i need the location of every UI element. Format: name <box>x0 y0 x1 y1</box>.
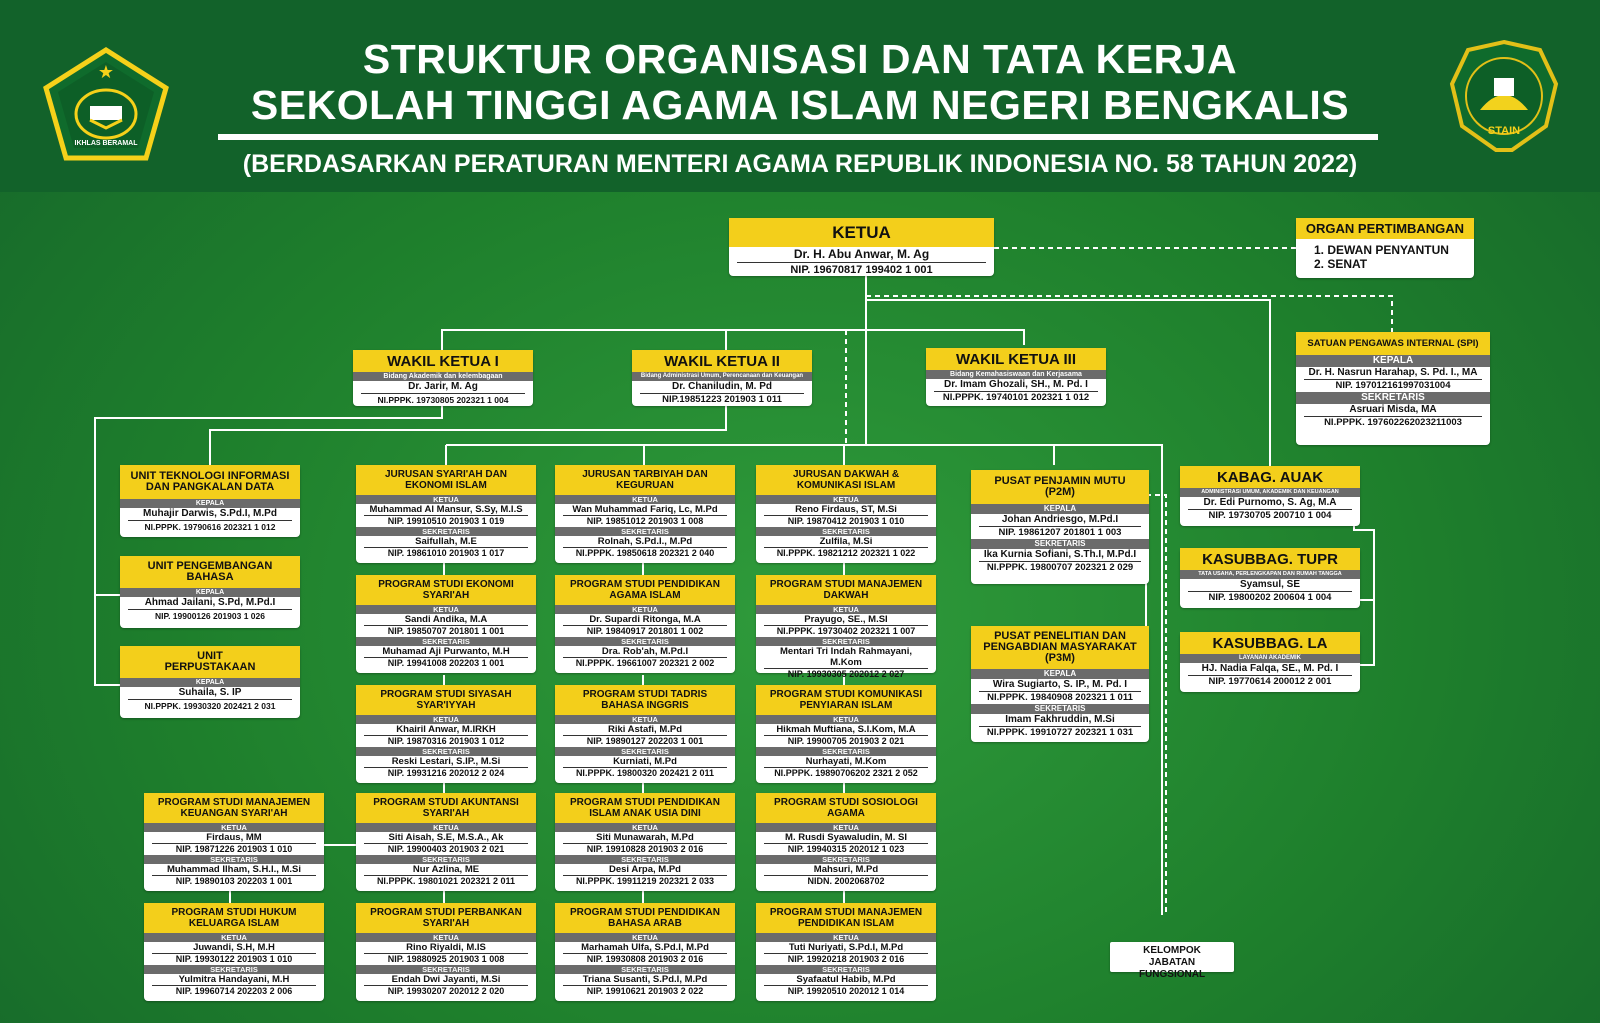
p2m-p1: NIP. 19861207 201801 1 003 <box>998 527 1122 538</box>
sekretaris-nip: NIP. 19930305 202012 2 027 <box>787 669 905 679</box>
ketua-nip: NIP. 19870412 201903 1 010 <box>787 516 905 526</box>
title-line-1: STRUKTUR ORGANISASI DAN TATA KERJA <box>362 36 1238 82</box>
ketua-nip: NIP. 19900705 201903 2 021 <box>787 736 905 746</box>
program-title: PROGRAM STUDI HUKUM KELUARGA ISLAM <box>144 903 324 933</box>
wakil-ketua-1-box <box>353 350 533 406</box>
program-title: PROGRAM STUDI SOSIOLOGI AGAMA <box>756 793 936 823</box>
program-box <box>555 465 735 563</box>
sekretaris-name: Dra. Rob'ah, M.Pd.I <box>563 646 727 658</box>
program-title: PROGRAM STUDI PERBANKAN SYARI'AH <box>356 903 536 933</box>
sekretaris-name: Muhammad Ilham, S.H.I., M.Si <box>152 864 316 876</box>
ketua-name: Siti Aisah, S.E, M.S.A., Ak <box>364 832 528 844</box>
unit-perpustakaan-box <box>120 646 300 718</box>
unit-tipd-label: KEPALA <box>120 499 300 508</box>
program-title: PROGRAM STUDI PENDIDIKAN AGAMA ISLAM <box>555 575 735 605</box>
tupr-title: KASUBBAG. TUPR <box>1180 548 1360 570</box>
ketua-name: Siti Munawarah, M.Pd <box>563 832 727 844</box>
ketua-nip: NIP. 19850707 201801 1 001 <box>387 626 505 636</box>
ketua-nip: NIP. 19940315 202012 1 023 <box>787 844 905 854</box>
ketua-label: KETUA <box>756 933 936 942</box>
ketua-name: Prayugo, SE., M.SI <box>764 614 928 626</box>
program-box <box>756 465 936 563</box>
p2m-l2: SEKRETARIS <box>971 539 1149 549</box>
p2m-title: PUSAT PENJAMIN MUTU (P2M) <box>971 470 1149 504</box>
program-title: PROGRAM STUDI PENDIDIKAN BAHASA ARAB <box>555 903 735 933</box>
ketua-name: Riki Astafi, M.Pd <box>563 724 727 736</box>
sekretaris-name: Mentari Tri Indah Rahmayani, M.Kom <box>764 646 928 669</box>
ketua-label: KETUA <box>356 823 536 832</box>
wk3-title: WAKIL KETUA III <box>926 348 1106 370</box>
ketua-label: KETUA <box>756 823 936 832</box>
organ-item-1: 1. DEWAN PENYANTUN <box>1314 243 1449 257</box>
unit-perpus-label: KEPALA <box>120 678 300 687</box>
program-box <box>356 903 536 1001</box>
sekretaris-name: Mahsuri, M.Pd <box>764 864 928 876</box>
tupr-name: Syamsul, SE <box>1188 579 1352 592</box>
sekretaris-name: Endah Dwi Jayanti, M.Si <box>364 974 528 986</box>
auak-sub: ADMINISTRASI UMUM, AKADEMIK DAN KEUANGAN <box>1180 488 1360 497</box>
program-title: PROGRAM STUDI PENDIDIKAN ISLAM ANAK USIA DINI <box>555 793 735 823</box>
program-box <box>756 575 936 679</box>
ketua-name: Marhamah Ulfa, S.Pd.I, M.Pd <box>563 942 727 954</box>
sekretaris-nip: NI.PPPK. 19661007 202321 2 002 <box>575 658 715 668</box>
program-title: PROGRAM STUDI SIYASAH SYAR'IYYAH <box>356 685 536 715</box>
ketua-title: KETUA <box>729 218 994 247</box>
unit-perpus-title: UNIT PERPUSTAKAAN <box>120 646 300 678</box>
unit-tipd-name: Muhajir Darwis, S.Pd.I, M.Pd <box>128 508 292 521</box>
wakil-ketua-3-box <box>926 348 1106 406</box>
ketua-name: Sandi Andika, M.A <box>364 614 528 626</box>
sekretaris-nip: NIP. 19931216 202012 2 024 <box>387 768 505 778</box>
ketua-name: Dr. Supardi Ritonga, M.A <box>563 614 727 626</box>
program-title: PROGRAM STUDI MANAJEMEN KEUANGAN SYARI'AH <box>144 793 324 823</box>
sekretaris-nip: NI.PPPK. 19890706202 2321 2 052 <box>774 768 918 778</box>
p3m-p2: NI.PPPK. 19910727 202321 1 031 <box>986 727 1134 738</box>
ketua-nip: NIP. 19870316 201903 1 012 <box>387 736 505 746</box>
ketua-label: KETUA <box>555 605 735 614</box>
sekretaris-label: SEKRETARIS <box>756 965 936 974</box>
ketua-label: KETUA <box>356 715 536 724</box>
p2m-box <box>971 470 1149 584</box>
program-box <box>555 575 735 673</box>
sekretaris-nip: NI.PPPK. 19821212 202321 1 022 <box>776 548 916 558</box>
svg-text:★: ★ <box>97 62 115 83</box>
unit-bahasa-nip: NIP. 19900126 201903 1 026 <box>155 611 265 621</box>
wk3-bidang: Bidang Kemahasiswaan dan Kerjasama <box>926 370 1106 379</box>
ketua-name: Tuti Nuriyati, S.Pd.I, M.Pd <box>764 942 928 954</box>
sekretaris-nip: NIP. 19861010 201903 1 017 <box>387 548 505 558</box>
organ-item-2: 2. SENAT <box>1314 257 1368 271</box>
ketua-nip: NIP. 19890127 202203 1 001 <box>586 736 704 746</box>
wakil-ketua-2-box <box>632 350 812 406</box>
ketua-label: KETUA <box>356 933 536 942</box>
p3m-n2: Imam Fakhruddin, M.Si <box>979 714 1141 727</box>
logo-right-text: STAIN <box>1487 125 1521 137</box>
program-box <box>356 575 536 673</box>
ketua-name: Dr. H. Abu Anwar, M. Ag <box>737 247 986 263</box>
program-box <box>756 793 936 891</box>
program-box <box>555 685 735 783</box>
sekretaris-nip: NIP. 19930207 202012 2 020 <box>387 986 505 996</box>
sekretaris-label: SEKRETARIS <box>144 965 324 974</box>
sekretaris-name: Zulfila, M.Si <box>764 536 928 548</box>
sekretaris-nip: NIP. 19910621 201903 2 022 <box>586 986 704 996</box>
ketua-label: KETUA <box>756 495 936 504</box>
spi-kepala-name: Dr. H. Nasrun Harahap, S. Pd. I., MA <box>1304 367 1482 380</box>
program-box <box>144 793 324 891</box>
sekretaris-label: SEKRETARIS <box>756 527 936 536</box>
kelompok-jabatan-fungsional-box <box>1110 942 1234 980</box>
unit-bahasa-box <box>120 556 300 628</box>
program-title: PROGRAM STUDI EKONOMI SYARI'AH <box>356 575 536 605</box>
unit-bahasa-label: KEPALA <box>120 588 300 597</box>
wk1-nip: NI.PPPK. 19730805 202321 1 004 <box>377 395 509 405</box>
sekretaris-name: Triana Susanti, S.Pd.I, M.Pd <box>563 974 727 986</box>
la-sub: LAYANAN AKADEMIK <box>1180 654 1360 663</box>
subtitle: (BERDASARKAN PERATURAN MENTERI AGAMA REPUBLIK INDONESIA NO. 58 TAHUN 2022) <box>242 150 1358 178</box>
sekretaris-label: SEKRETARIS <box>555 637 735 646</box>
ketua-name: Muhammad Al Mansur, S.Sy, M.I.S <box>364 504 528 516</box>
sekretaris-label: SEKRETARIS <box>356 637 536 646</box>
ketua-name: M. Rusdi Syawaludin, M. SI <box>764 832 928 844</box>
title-line-2: SEKOLAH TINGGI AGAMA ISLAM NEGERI BENGKALIS <box>250 82 1350 128</box>
ketua-name: Firdaus, MM <box>152 832 316 844</box>
p3m-l1: KEPALA <box>971 669 1149 679</box>
program-title: JURUSAN TARBIYAH DAN KEGURUAN <box>555 465 735 495</box>
program-title: PROGRAM STUDI AKUNTANSI SYARI'AH <box>356 793 536 823</box>
sekretaris-label: SEKRETARIS <box>356 747 536 756</box>
wk2-name: Dr. Chaniludin, M. Pd <box>640 381 804 394</box>
sekretaris-nip: NIP. 19960714 202203 2 006 <box>175 986 293 996</box>
organ-title: ORGAN PERTIMBANGAN <box>1296 218 1474 239</box>
sekretaris-name: Saifullah, M.E <box>364 536 528 548</box>
p3m-box <box>971 626 1149 742</box>
ketua-nip: NIP. 19871226 201903 1 010 <box>175 844 293 854</box>
program-box <box>356 465 536 563</box>
p2m-n1: Johan Andriesgo, M.Pd.I <box>979 514 1141 527</box>
sekretaris-label: SEKRETARIS <box>356 855 536 864</box>
organ-pertimbangan-box <box>1296 218 1474 278</box>
auak-name: Dr. Edi Purnomo, S. Ag, M.A <box>1188 497 1352 510</box>
tupr-sub: TATA USAHA, PERLENGKAPAN DAN RUMAH TANGGA <box>1180 570 1360 579</box>
ketua-name: Juwandi, S.H, M.H <box>152 942 316 954</box>
sekretaris-nip: NIP. 19890103 202203 1 001 <box>175 876 293 886</box>
program-title: PROGRAM STUDI MANAJEMEN DAKWAH <box>756 575 936 605</box>
sekretaris-label: SEKRETARIS <box>555 747 735 756</box>
p3m-title: PUSAT PENELITIAN DAN PENGABDIAN MASYARAKAT (P3M) <box>971 626 1149 669</box>
wk3-nip: NI.PPPK. 19740101 202321 1 012 <box>942 392 1090 403</box>
program-box <box>756 903 936 1001</box>
sekretaris-nip: NIP. 19920510 202012 1 014 <box>787 986 905 996</box>
program-title: PROGRAM STUDI MANAJEMEN PENDIDIKAN ISLAM <box>756 903 936 933</box>
program-title: JURUSAN DAKWAH & KOMUNIKASI ISLAM <box>756 465 936 495</box>
sekretaris-name: Nur Azlina, ME <box>364 864 528 876</box>
p2m-p2: NI.PPPK. 19800707 202321 2 029 <box>986 562 1134 573</box>
ketua-label: KETUA <box>555 495 735 504</box>
logo-left-motto: IKHLAS BERAMAL <box>74 140 138 147</box>
sekretaris-nip: NIDN. 2002068702 <box>807 876 885 886</box>
ketua-label: KETUA <box>356 495 536 504</box>
sekretaris-label: SEKRETARIS <box>756 637 936 646</box>
unit-perpus-name: Suhaila, S. IP <box>128 687 292 700</box>
p2m-n2: Ika Kurnia Sofiani, S.Th.I, M.Pd.I <box>979 549 1141 562</box>
program-title: PROGRAM STUDI TADRIS BAHASA INGGRIS <box>555 685 735 715</box>
wk3-name: Dr. Imam Ghozali, SH., M. Pd. I <box>934 379 1098 392</box>
ketua-label: KETUA <box>756 715 936 724</box>
auak-nip: NIP. 19730705 200710 1 004 <box>1208 510 1332 521</box>
kasubbag-tupr-box <box>1180 548 1360 608</box>
spi-kepala-label: KEPALA <box>1296 355 1490 367</box>
sekretaris-label: SEKRETARIS <box>555 855 735 864</box>
sekretaris-nip: NI.PPPK. 19800320 202421 2 011 <box>575 768 715 778</box>
unit-bahasa-name: Ahmad Jailani, S.Pd, M.Pd.I <box>128 597 292 610</box>
program-title: PROGRAM STUDI KOMUNIKASI PENYIARAN ISLAM <box>756 685 936 715</box>
ketua-name: Khairil Anwar, M.IRKH <box>364 724 528 736</box>
ketua-box <box>729 218 994 276</box>
p3m-l2: SEKRETARIS <box>971 704 1149 714</box>
ketua-nip: NIP. 19880925 201903 1 008 <box>387 954 505 964</box>
sekretaris-name: Syafaatul Habib, M.Pd <box>764 974 928 986</box>
p3m-p1: NI.PPPK. 19840908 202321 1 011 <box>987 692 1133 703</box>
program-box <box>356 793 536 891</box>
ketua-label: KETUA <box>144 933 324 942</box>
ketua-label: KETUA <box>756 605 936 614</box>
sekretaris-name: Reski Lestari, S.IP., M.Si <box>364 756 528 768</box>
wk1-bidang: Bidang Akademik dan kelembagaan <box>353 372 533 381</box>
ketua-nip: NIP. 19910828 201903 2 016 <box>586 844 704 854</box>
wk1-title: WAKIL KETUA I <box>353 350 533 372</box>
wk2-title: WAKIL KETUA II <box>632 350 812 372</box>
sekretaris-label: SEKRETARIS <box>756 747 936 756</box>
ketua-nip: NIP. 19851012 201903 1 008 <box>586 516 704 526</box>
sekretaris-nip: NI.PPPK. 19801021 202321 2 011 <box>376 876 516 886</box>
ketua-label: KETUA <box>356 605 536 614</box>
ketua-nip: NIP. 19930808 201903 2 016 <box>586 954 704 964</box>
spi-sek-name: Asruari Misda, MA <box>1304 404 1482 417</box>
program-box <box>555 793 735 891</box>
sekretaris-label: SEKRETARIS <box>356 965 536 974</box>
unit-tipd-box <box>120 465 300 537</box>
unit-tipd-nip: NI.PPPK. 19790616 202321 1 012 <box>144 522 276 532</box>
sekretaris-name: Nurhayati, M.Kom <box>764 756 928 768</box>
sekretaris-nip: NIP. 19941008 202203 1 001 <box>387 658 505 668</box>
sekretaris-label: SEKRETARIS <box>356 527 536 536</box>
sekretaris-name: Yulmitra Handayani, M.H <box>152 974 316 986</box>
unit-perpus-nip: NI.PPPK. 19930320 202421 2 031 <box>144 701 276 711</box>
ketua-nip: NIP. 19910510 201903 1 019 <box>387 516 505 526</box>
ketua-name: Hikmah Muftiana, S.I.Kom, M.A <box>764 724 928 736</box>
p2m-l1: KEPALA <box>971 504 1149 514</box>
sekretaris-label: SEKRETARIS <box>555 965 735 974</box>
ketua-nip: NIP. 19900403 201903 2 021 <box>387 844 505 854</box>
ketua-label: KETUA <box>555 933 735 942</box>
ketua-nip: NIP. 19930122 201903 1 010 <box>175 954 293 964</box>
ketua-name: Rino Riyaldi, M.IS <box>364 942 528 954</box>
tupr-nip: NIP. 19800202 200604 1 004 <box>1208 592 1332 603</box>
ketua-label: KETUA <box>144 823 324 832</box>
spi-title: SATUAN PENGAWAS INTERNAL (SPI) <box>1296 332 1490 355</box>
spi-sek-nip: NI.PPPK. 197602262023211003 <box>1324 417 1462 428</box>
spi-kepala-nip: NIP. 197012161997031004 <box>1335 380 1451 391</box>
sekretaris-nip: NI.PPPK. 19911219 202321 2 033 <box>575 876 715 886</box>
p3m-n1: Wira Sugiarto, S. IP., M. Pd. I <box>979 679 1141 692</box>
ketua-name: Wan Muhammad Fariq, Lc, M.Pd <box>563 504 727 516</box>
la-title: KASUBBAG. LA <box>1180 632 1360 654</box>
sekretaris-nip: NI.PPPK. 19850618 202321 2 040 <box>575 548 715 558</box>
program-title: JURUSAN SYARI'AH DAN EKONOMI ISLAM <box>356 465 536 495</box>
sekretaris-label: SEKRETARIS <box>144 855 324 864</box>
ketua-nip: NIP. 19840917 201801 1 002 <box>586 626 704 636</box>
kabag-auak-box <box>1180 466 1360 526</box>
unit-tipd-title: UNIT TEKNOLOGI INFORMASI DAN PANGKALAN DATA <box>120 465 300 499</box>
auak-title: KABAG. AUAK <box>1180 466 1360 488</box>
ketua-nip: NIP. 19920218 201903 2 016 <box>787 954 905 964</box>
ketua-name: Reno Firdaus, ST, M.Si <box>764 504 928 516</box>
sekretaris-label: SEKRETARIS <box>555 527 735 536</box>
spi-sek-label: SEKRETARIS <box>1296 392 1490 404</box>
la-nip: NIP. 19770614 200012 2 001 <box>1208 676 1332 687</box>
spi-box <box>1296 332 1490 445</box>
ketua-nip: NI.PPPK. 19730402 202321 1 007 <box>776 626 916 636</box>
sekretaris-name: Desi Arpa, M.Pd <box>563 864 727 876</box>
wk2-bidang: Bidang Administrasi Umum, Perencanaan dan Keuangan <box>632 372 812 381</box>
ketua-label: KETUA <box>555 823 735 832</box>
ketua-nip: NIP. 19670817 199402 1 001 <box>790 264 933 276</box>
program-box <box>144 903 324 1001</box>
sekretaris-name: Kurniati, M.Pd <box>563 756 727 768</box>
wk1-name: Dr. Jarir, M. Ag <box>361 381 525 394</box>
sekretaris-label: SEKRETARIS <box>756 855 936 864</box>
program-box <box>356 685 536 783</box>
ketua-label: KETUA <box>555 715 735 724</box>
kasubbag-la-box <box>1180 632 1360 692</box>
kjf-title: KELOMPOK JABATAN FUNGSIONAL <box>1138 945 1206 980</box>
wk2-nip: NIP.19851223 201903 1 011 <box>662 394 782 405</box>
program-box <box>555 903 735 1001</box>
program-box <box>756 685 936 783</box>
unit-bahasa-title: UNIT PENGEMBANGAN BAHASA <box>120 556 300 588</box>
sekretaris-name: Muhamad Aji Purwanto, M.H <box>364 646 528 658</box>
sekretaris-name: Rolnah, S.Pd.I., M.Pd <box>563 536 727 548</box>
la-name: HJ. Nadia Falqa, SE., M. Pd. I <box>1188 663 1352 676</box>
